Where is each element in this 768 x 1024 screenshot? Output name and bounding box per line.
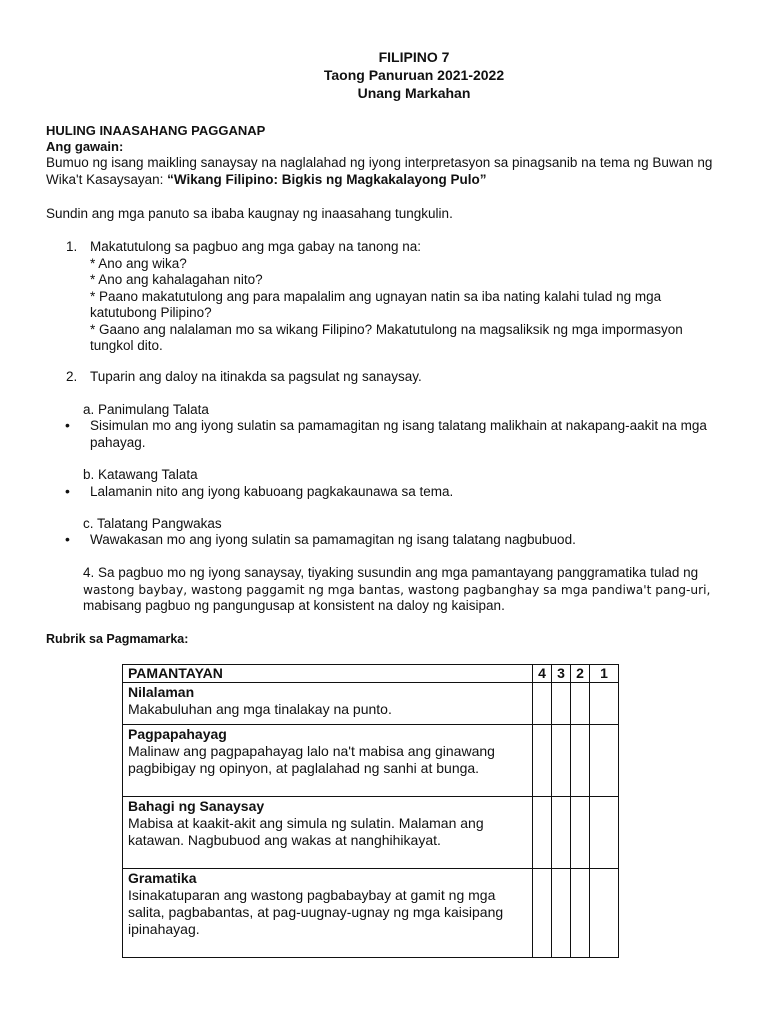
table-row <box>123 725 619 797</box>
score-header-2: 2 <box>571 665 590 683</box>
score-header-3: 3 <box>552 665 571 683</box>
document-header <box>0 48 768 102</box>
score-cell[interactable] <box>533 869 552 958</box>
gawain-paragraph <box>46 155 736 188</box>
rubrik-label: Rubrik sa Pagmamarka: <box>46 632 189 646</box>
part-b-label: b. Katawang Talata <box>83 467 198 482</box>
score-cell[interactable] <box>533 683 552 725</box>
section-title: HULING INAASAHANG PAGGANAP <box>46 123 266 138</box>
criteria-header: PAMANTAYAN <box>123 665 533 683</box>
criteria-name: Gramatika <box>128 870 197 886</box>
item2-number: 2. <box>66 369 78 384</box>
criteria-name: Bahagi ng Sanaysay <box>128 798 265 814</box>
criteria-name: Nilalaman <box>128 684 195 700</box>
school-year: Taong Panuruan 2021-2022 <box>323 67 505 83</box>
gawain-text: Bumuo ng isang maikling sanaysay na naglalahad ng iyong interpretasyon sa pinagsanib na tema ng Buwan ng Wika't Kasaysayan: <box>46 155 713 187</box>
subject-title: FILIPINO 7 <box>378 49 450 65</box>
criteria-desc: Makabuluhan ang mga tinalakay na punto. <box>128 701 392 717</box>
criteria-desc: Malinaw ang pagpapahayag lalo na't mabisa ang ginawang pagbibigay ng opinyon, at paglalahad ng sanhi at bunga. <box>128 743 495 776</box>
criteria-cell <box>123 797 533 869</box>
rubric-table <box>122 664 619 958</box>
criteria-desc: Mabisa at kaakit-akit ang simula ng sulatin. Malaman ang katawan. Nagbubuod ang wakas at nanghihikayat. <box>128 815 484 848</box>
criteria-cell <box>123 725 533 797</box>
criteria-name: Pagpapahayag <box>128 726 227 742</box>
part-a-label: a. Panimulang Talata <box>83 402 209 417</box>
score-cell[interactable] <box>552 725 571 797</box>
table-row <box>123 683 619 725</box>
score-cell[interactable] <box>552 797 571 869</box>
bullet-icon: • <box>65 531 70 547</box>
score-header-1: 1 <box>590 665 619 683</box>
item4-line1: 4. Sa pagbuo mo ng iyong sanaysay, tiyaking susundin ang mga pamantayang panggramatika tulad ng <box>83 565 699 580</box>
score-cell[interactable] <box>552 869 571 958</box>
criteria-desc: Isinakatuparan ang wastong pagbabaybay at gamit ng mga salita, pagbabantas, at pag-uugnay-ugnay ng mga kaisipang ipinahayag. <box>128 887 504 937</box>
score-cell[interactable] <box>590 797 619 869</box>
score-cell[interactable] <box>590 683 619 725</box>
item1-content <box>90 239 730 355</box>
item1-number: 1. <box>66 239 78 254</box>
criteria-cell <box>123 869 533 958</box>
score-cell[interactable] <box>533 797 552 869</box>
guide-question: * Gaano ang nalalaman mo sa wikang Filipino? Makatutulong na magsaliksik ng mga impormasyon tungkol dito. <box>90 321 683 353</box>
rubric-header-row <box>123 665 619 683</box>
score-cell[interactable] <box>571 869 590 958</box>
criteria-cell <box>123 683 533 725</box>
part-c-bullet: Wawakasan mo ang iyong sulatin sa pamamagitan ng isang talatang nagbubuod. <box>90 532 576 547</box>
part-c-label: c. Talatang Pangwakas <box>83 516 222 531</box>
table-row <box>123 869 619 958</box>
score-cell[interactable] <box>571 797 590 869</box>
gawain-theme: “Wikang Filipino: Bigkis ng Magkakalayong Pulo” <box>167 171 487 187</box>
guide-question: * Ano ang wika? <box>90 255 187 271</box>
item4-line3: mabisang pagbuo ng pangungusap at konsistent na daloy ng kaisipan. <box>83 598 505 613</box>
item1-lead: Makatutulong sa pagbuo ang mga gabay na tanong na: <box>90 239 422 254</box>
score-cell[interactable] <box>552 683 571 725</box>
score-cell[interactable] <box>571 725 590 797</box>
score-cell[interactable] <box>571 683 590 725</box>
part-b-bullet: Lalamanin nito ang iyong kabuoang pagkakaunawa sa tema. <box>90 484 454 499</box>
instructions-intro: Sundin ang mga panuto sa ibaba kaugnay ng inaasahang tungkulin. <box>46 206 453 221</box>
score-cell[interactable] <box>590 725 619 797</box>
item2-lead: Tuparin ang daloy na itinakda sa pagsulat ng sanaysay. <box>90 369 422 384</box>
quarter-label: Unang Markahan <box>357 85 471 101</box>
score-cell[interactable] <box>590 869 619 958</box>
guide-question: * Ano ang kahalagahan nito? <box>90 272 263 287</box>
guide-question: * Paano makatutulong ang para mapalalim ang ugnayan natin sa iba nating kalahi tulad ng mga katutubong Pilipino? <box>90 288 662 320</box>
bullet-icon: • <box>65 483 70 499</box>
score-header-4: 4 <box>533 665 552 683</box>
table-row <box>123 797 619 869</box>
bullet-icon: • <box>65 417 70 433</box>
item4-paragraph <box>83 565 733 615</box>
gawain-label: Ang gawain: <box>46 139 124 154</box>
item4-line2: wastong baybay, wastong paggamit ng mga bantas, wastong pagbanghay sa mga pandiwa't pang-uri, <box>83 582 711 597</box>
part-a-bullet: Sisimulan mo ang iyong sulatin sa pamamagitan ng isang talatang malikhain at nakapang-aakit na mga pahayag. <box>90 418 707 450</box>
score-cell[interactable] <box>533 725 552 797</box>
